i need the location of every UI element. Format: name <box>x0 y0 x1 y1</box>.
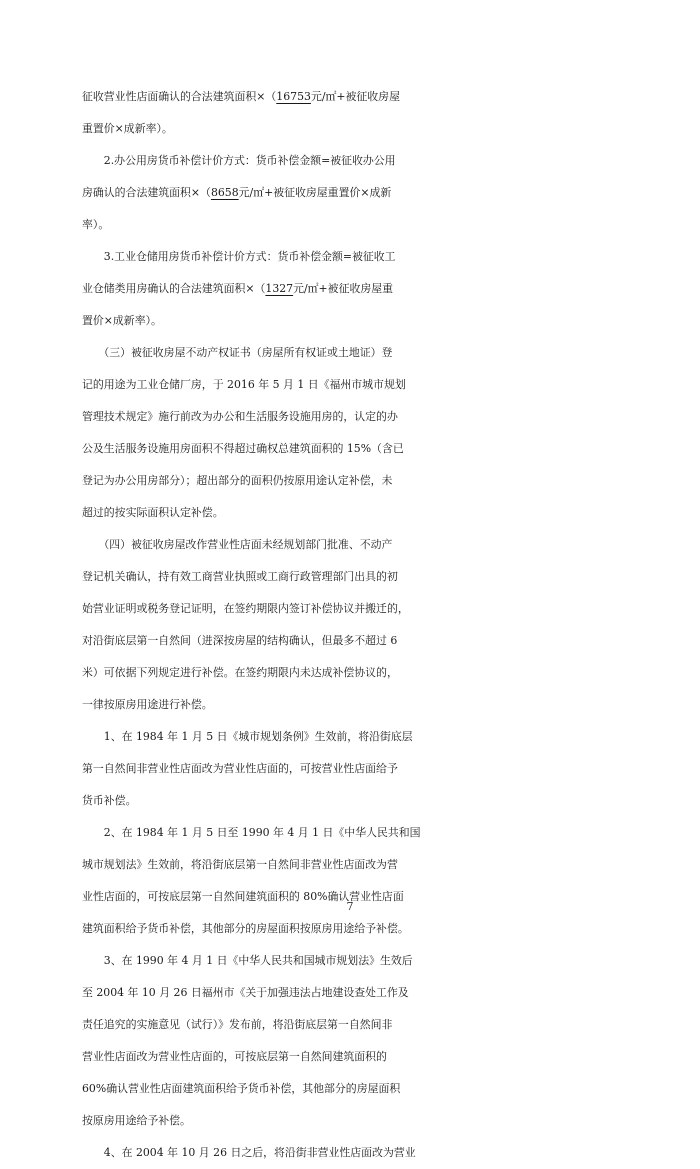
text-run: 对沿街底层第一自然间（进深按房屋的结构确认，但最多不超过 6 <box>82 634 398 647</box>
text-run: 1、在 1984 年 1 月 5 日《城市规划条例》生效前，将沿街底层 <box>82 730 413 743</box>
text-run: 元/㎡+被征收房屋 <box>310 90 400 103</box>
text-line <box>82 913 622 945</box>
text-run: （四）被征收房屋改作营业性店面未经规划部门批准、不动产 <box>82 538 393 551</box>
text-run: 始营业证明或税务登记证明，在签约期限内签订补偿协议并搬迁的， <box>82 602 409 615</box>
text-run: 元/㎡+被征收房屋重置价×成新 <box>238 186 392 199</box>
text-run: 率）。 <box>82 218 110 231</box>
text-line <box>82 81 622 113</box>
text-line <box>82 113 622 145</box>
text-run: 房确认的合法建筑面积×（ <box>82 186 211 199</box>
text-run: 按原房用途给予补偿。 <box>82 1114 191 1127</box>
text-line <box>82 433 622 465</box>
underlined-amount: 1327 <box>265 282 294 295</box>
text-line <box>82 561 622 593</box>
text-run: 至 2004 年 10 月 26 日福州市《关于加强违法占地建设查处工作及 <box>82 986 409 999</box>
text-run: 业性店面的，可按底层第一自然间建筑面积的 80%确认营业性店面 <box>82 890 404 903</box>
text-line <box>82 401 622 433</box>
text-run: 建筑面积给予货币补偿，其他部分的房屋面积按原房用途给予补偿。 <box>82 922 409 935</box>
text-run: 责任追究的实施意见（试行）》发布前，将沿街底层第一自然间非 <box>82 1018 393 1031</box>
text-run: 营业性店面改为营业性店面的，可按底层第一自然间建筑面积的 <box>82 1050 387 1063</box>
text-run: 2.办公用房货币补偿计价方式：货币补偿金额=被征收办公用 <box>82 154 396 167</box>
text-run: 登记机关确认，持有效工商营业执照或工商行政管理部门出具的初 <box>82 570 398 583</box>
text-line <box>82 529 622 561</box>
text-line <box>82 785 622 817</box>
text-run: 4、在 2004 年 10 月 26 日之后，将沿街非营业性店面改为营业 <box>82 1146 416 1159</box>
text-line <box>82 369 622 401</box>
text-line <box>82 337 622 369</box>
text-run: 货币补偿。 <box>82 794 137 807</box>
text-run: 3、在 1990 年 4 月 1 日《中华人民共和国城市规划法》生效后 <box>82 954 413 967</box>
text-line <box>82 593 622 625</box>
text-run: 2、在 1984 年 1 月 5 日至 1990 年 4 月 1 日《中华人民共和国 <box>82 826 421 839</box>
text-run: 城市规划法》生效前，将沿街底层第一自然间非营业性店面改为营 <box>82 858 398 871</box>
text-line <box>82 177 622 209</box>
text-run: 管理技术规定》施行前改为办公和生活服务设施用房的，认定的办 <box>82 410 398 423</box>
text-run: 记的用途为工业仓储厂房，于 2016 年 5 月 1 日《福州市城市规划 <box>82 378 406 391</box>
text-run: 一律按原房用途进行补偿。 <box>82 698 213 711</box>
text-run: 征收营业性店面确认的合法建筑面积×（ <box>82 90 277 103</box>
text-line <box>82 721 622 753</box>
text-run: 元/㎡+被征收房屋重 <box>293 282 394 295</box>
text-run: 第一自然间非营业性店面改为营业性店面的，可按营业性店面给予 <box>82 762 398 775</box>
text-run: 业仓储类用房确认的合法建筑面积×（ <box>82 282 266 295</box>
text-line <box>82 849 622 881</box>
text-line <box>82 625 622 657</box>
text-run: 登记为办公用房部分）；超出部分的面积仍按原用途认定补偿，未 <box>82 474 393 487</box>
text-line <box>82 817 622 849</box>
text-line <box>82 753 622 785</box>
text-run: 米）可依据下列规定进行补偿。在签约期限内未达成补偿协议的， <box>82 666 398 679</box>
text-line <box>82 241 622 273</box>
text-line <box>82 977 622 1009</box>
text-line <box>82 305 622 337</box>
document-page <box>82 81 622 1169</box>
text-run: 重置价×成新率）。 <box>82 122 173 135</box>
text-line <box>82 1073 622 1105</box>
text-line <box>82 145 622 177</box>
text-line <box>82 689 622 721</box>
text-run: 超过的按实际面积认定补偿。 <box>82 506 224 519</box>
text-line <box>82 273 622 305</box>
text-run: 60%确认营业性店面建筑面积给予货币补偿，其他部分的房屋面积 <box>82 1082 401 1095</box>
underlined-amount: 16753 <box>276 90 311 103</box>
text-line <box>82 1041 622 1073</box>
text-run: 3.工业仓储用房货币补偿计价方式：货币补偿金额=被征收工 <box>82 250 396 263</box>
text-run: 置价×成新率）。 <box>82 314 162 327</box>
text-line <box>82 1105 622 1137</box>
text-run: （三）被征收房屋不动产权证书（房屋所有权证或土地证）登 <box>82 346 393 359</box>
text-line <box>82 1009 622 1041</box>
page-number: 7 <box>346 900 354 913</box>
text-line <box>82 465 622 497</box>
text-line <box>82 209 622 241</box>
underlined-amount: 8658 <box>210 186 239 199</box>
text-line <box>82 1137 622 1169</box>
text-run: 公及生活服务设施用房面积不得超过确权总建筑面积的 15%（含已 <box>82 442 404 455</box>
text-line <box>82 497 622 529</box>
text-line <box>82 657 622 689</box>
text-line <box>82 945 622 977</box>
